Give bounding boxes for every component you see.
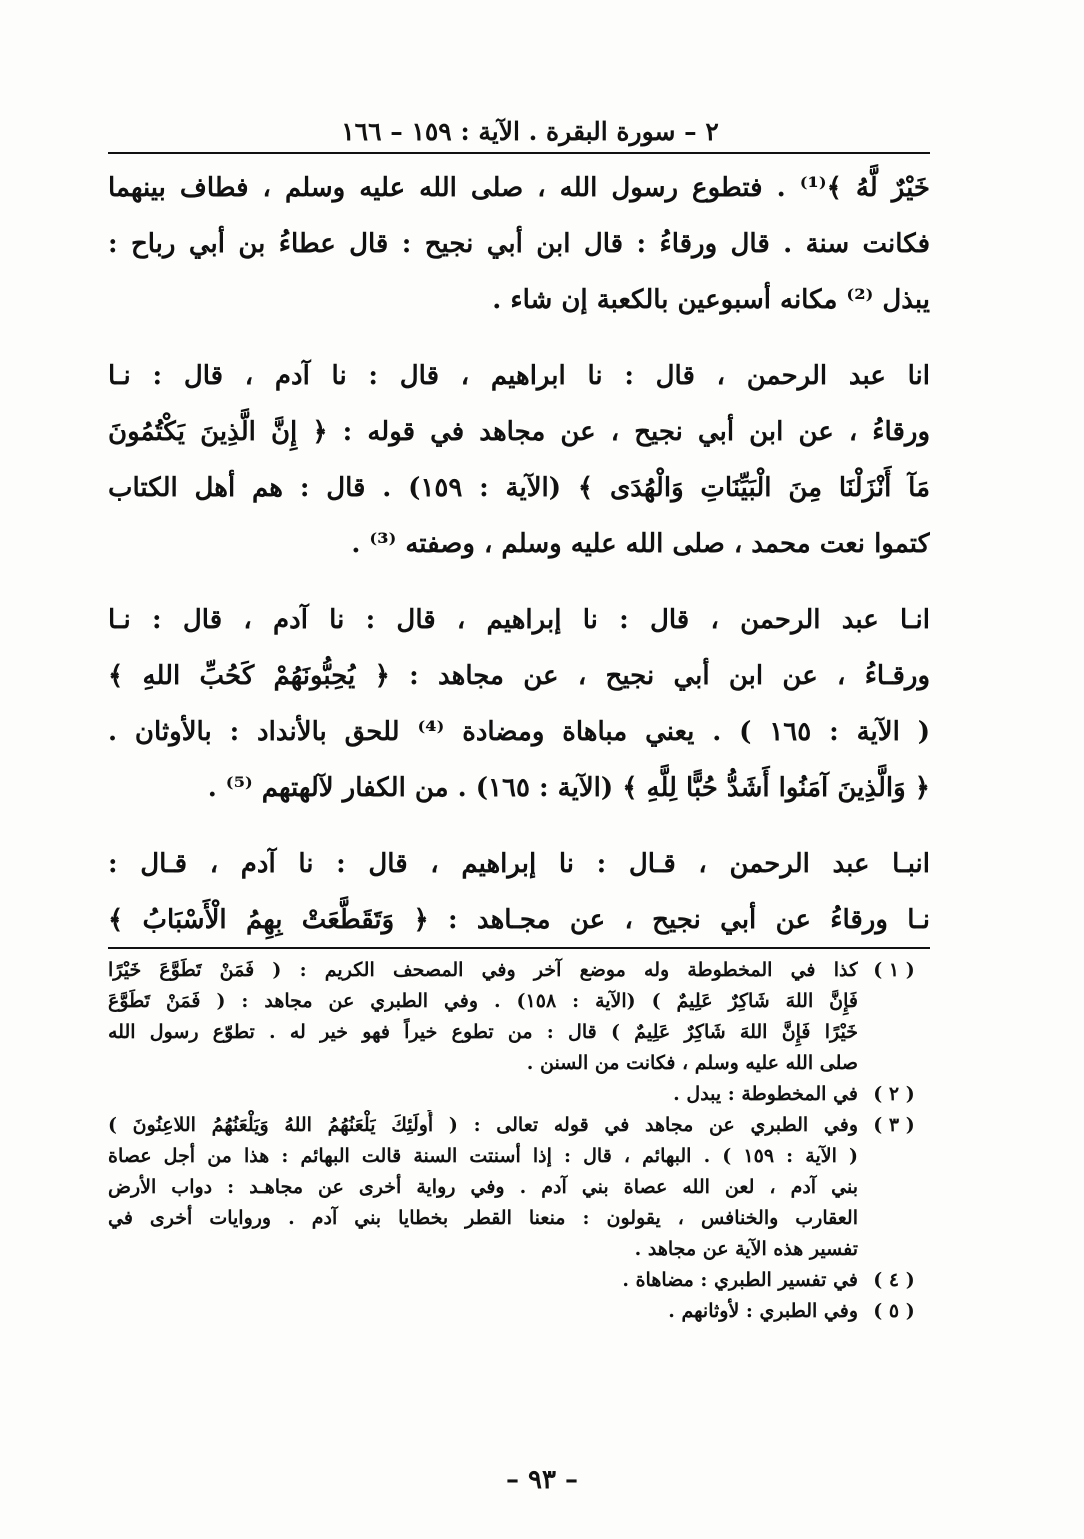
text-line: ورقاءُ ، عن ابن أبي نجيح ، عن مجاهد في قوله : ﴿ إِنَّ الَّذِينَ يَكْتُمُونَ: [108, 417, 930, 447]
text-line: ( الآية : ١٦٥ ) . يعني مباهاة ومضادة ⁽⁴⁾ للحق بالأنداد : بالأوثان .: [108, 717, 930, 747]
footnote-line: صلى الله عليه وسلم ، فكانت من السنن .: [526, 1052, 858, 1074]
footnote-text: [108, 1296, 858, 1327]
text-line: كتموا نعت محمد ، صلى الله عليه وسلم ، وصفته ⁽³⁾ .: [351, 529, 930, 559]
text-line: خَيْرٌ لَّهُ ﴾⁽¹⁾ . فتطوع رسول الله ، صلى الله عليه وسلم ، فطاف بينهما: [108, 173, 930, 203]
text-line: نـا ورقاءُ عن أبي نجيح ، عن مجـاهد : ﴿ وَتَقَطَّعَتْ بِهِمُ الْأَسْبَابُ ﴾: [108, 905, 930, 935]
footnote-text: [108, 1079, 858, 1110]
page-number: – ٩٣ –: [505, 1465, 579, 1495]
footnote-number: ( ١ ): [873, 959, 915, 981]
footnote-line: وفي الطبري : لأوثانهم .: [668, 1300, 858, 1322]
text-line: مَآ أَنْزَلْنَا مِنَ الْبَيِّنَاتِ وَالْهُدَى ﴾ (الآية : ١٥٩) . قال : هم أهل الكتاب: [108, 473, 930, 503]
paragraph: [108, 160, 930, 328]
text-line: ورقـاءُ ، عن ابن أبي نجيح ، عن مجاهد : ﴿ يُحِبُّونَهُمْ كَحُبِّ اللهِ ﴾: [108, 661, 930, 691]
running-header: ٢ – سورة البقرة . الآية : ١٥٩ – ١٦٦: [341, 117, 719, 146]
footnote: [108, 1265, 930, 1296]
main-text: [108, 160, 930, 948]
footnote: [108, 1296, 930, 1327]
text-line: انا عبد الرحمن ، قال : نا ابراهيم ، قال : نا آدم ، قال : نـا: [108, 361, 930, 391]
footnote-line: ( الآية : ١٥٩ ) . البهائم ، قال : إذا أسنتت السنة قالت البهائم : هذا من أجل عصاة: [108, 1145, 858, 1167]
footnote-line: العقارب والخنافس ، يقولون : منعنا القطر بخطايا بني آدم . وروايات أخرى في: [108, 1207, 858, 1229]
footnote: [108, 955, 930, 1079]
footnote-number: ( ٣ ): [873, 1114, 915, 1136]
header-rule: [108, 152, 930, 154]
footnote-text: [108, 955, 858, 1079]
footnote: [108, 1079, 930, 1110]
footnote-line: في المخطوطة : يبدل .: [673, 1083, 858, 1105]
footnote-line: بني آدم ، لعن الله عصاة بني آدم . وفي رواية أخرى عن مجاهـد : دواب الأرض: [108, 1176, 858, 1198]
footnote-line: وفي الطبري عن مجاهد في قوله تعالى : ( أُولَئِكَ يَلْعَنُهُمُ اللهُ وَيَلْعَنُهُمُ اللاعِنُونَ ): [108, 1114, 858, 1136]
footnote: [108, 1110, 930, 1265]
footnote-text: [108, 1110, 858, 1265]
paragraph: [108, 348, 930, 572]
text-line: فكانت سنة . قال ورقاءُ : قال ابن أبي نجيح : قال عطاءُ بن أبي رباح :: [108, 229, 930, 259]
paragraph: [108, 836, 930, 948]
footnote-line: كذا في المخطوطة وله موضع آخر وفي المصحف الكريم : ( فَمَنْ تَطَوَّعَ خَيْرًا: [108, 959, 858, 981]
footnote-line: في تفسير الطبري : مضاهاة .: [622, 1269, 858, 1291]
text-line: انـا عبد الرحمن ، قال : نا إبراهيم ، قال : نا آدم ، قال : نـا: [108, 605, 930, 635]
footnote-number: ( ٤ ): [873, 1269, 915, 1291]
footnote-line: تفسير هذه الآية عن مجاهد .: [634, 1238, 858, 1260]
text-line: انبـا عبد الرحمن ، قـال : نا إبراهيم ، قال : نا آدم ، قـال :: [108, 849, 930, 879]
paragraph: [108, 592, 930, 816]
text-line: ﴿ وَالَّذِينَ آمَنُوا أَشَدُّ حُبًّا لِلَّهِ ﴾ (الآية : ١٦٥) . من الكفار لآلهتهم ⁽⁵⁾ .: [207, 773, 930, 803]
footnote-line: فَإِنَّ اللهَ شَاكِرٌ عَلِيمٌ ) (الآية : ١٥٨) . وفي الطبري عن مجاهد : ( فَمَنْ تَطَوَّعَ: [108, 990, 858, 1012]
footnote-line: خَيْرًا فَإِنَّ اللهَ شَاكِرٌ عَلِيمٌ ) قال : من تطوع خيراً فهو خير له . تطوّع رسول الله: [108, 1021, 858, 1043]
footnote-text: [108, 1265, 858, 1296]
text-line: يبذل ⁽²⁾ مكانه أسبوعين بالكعبة إن شاء .: [492, 285, 930, 315]
footnotes: [108, 955, 930, 1327]
footnote-rule: [108, 947, 930, 949]
footnote-number: ( ٥ ): [873, 1300, 915, 1322]
footnote-number: ( ٢ ): [873, 1083, 915, 1105]
